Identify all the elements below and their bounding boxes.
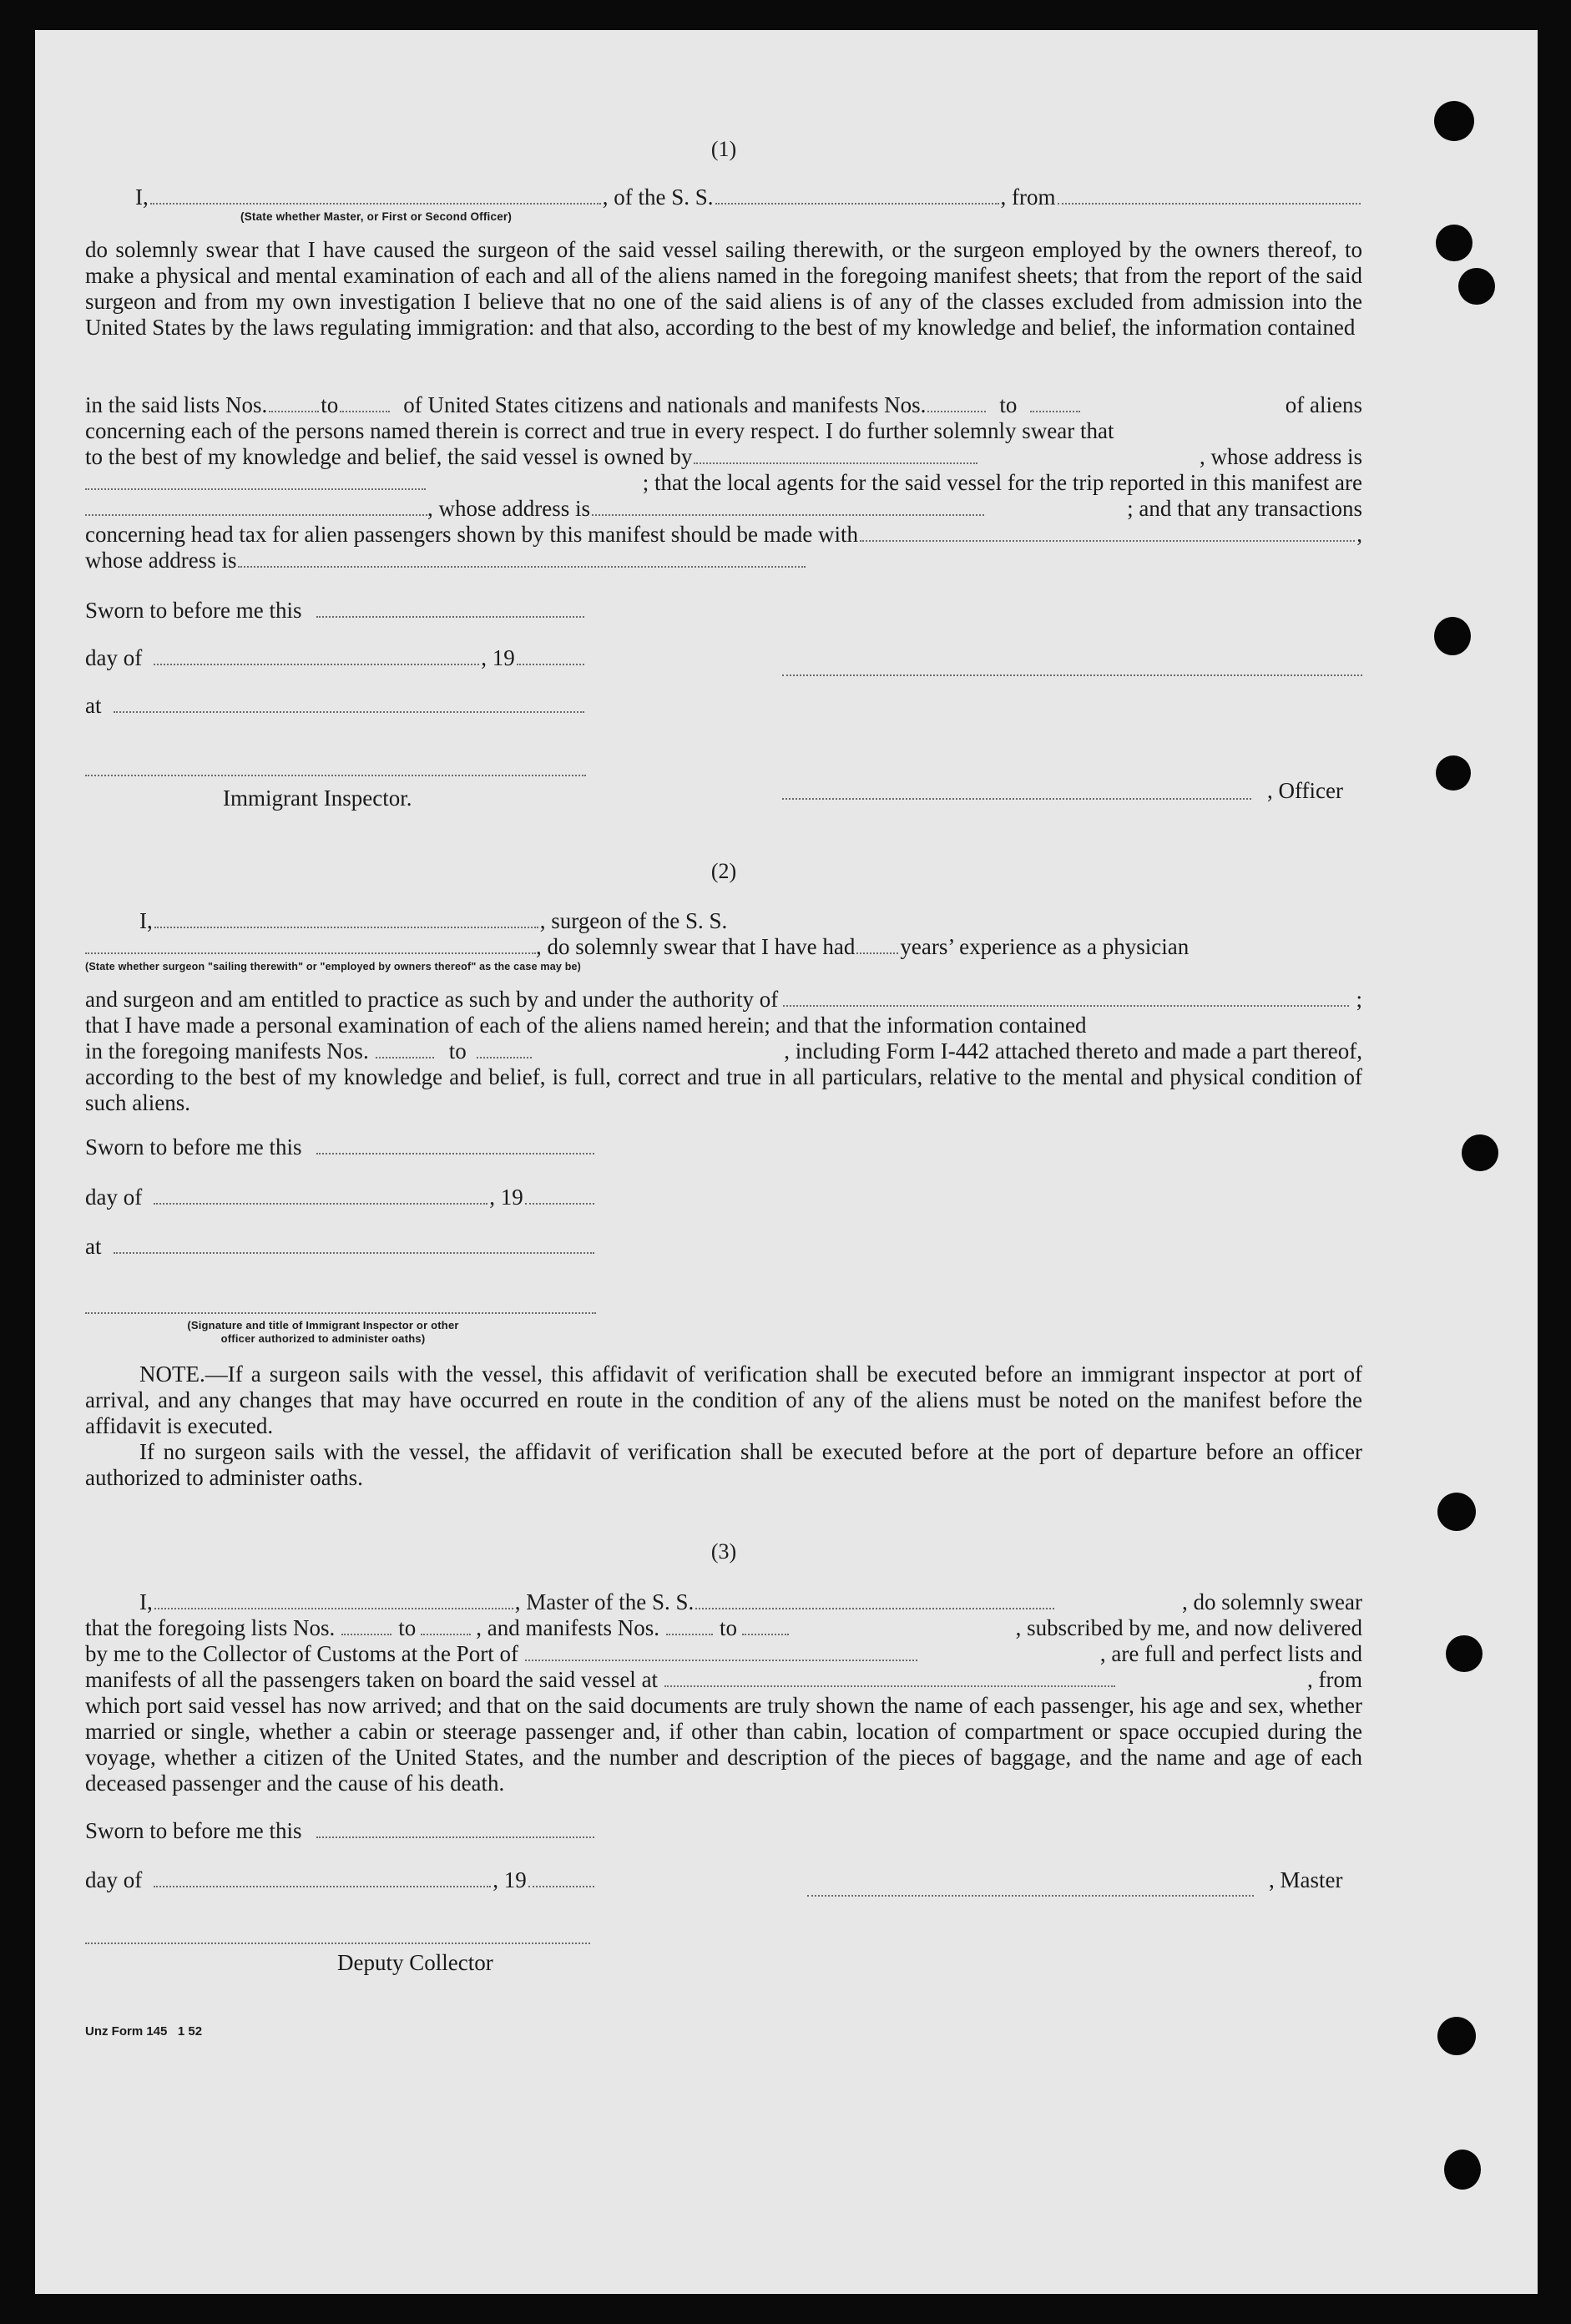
month-field-3[interactable]: [154, 1867, 491, 1887]
signature-note: [135, 1319, 511, 1346]
surgeon-ship-field[interactable]: [85, 934, 536, 954]
manifests-to-label-3: to: [719, 1615, 737, 1640]
signature-note-line-2: officer authorized to administer oaths): [220, 1332, 426, 1345]
section-2-number: (2): [710, 859, 737, 883]
day-of-line-3: [85, 1867, 596, 1893]
officer-note: (State whether Master, or First or Second Officer): [240, 210, 513, 223]
foregoing-lists-label: that the foregoing lists Nos.: [85, 1615, 336, 1640]
owner-address-field[interactable]: [85, 470, 426, 490]
form-identifier: Unz Form 145 1 52: [85, 2024, 203, 2039]
examination-text: that I have made a personal examination of each of the aliens named herein; and that the information contained: [85, 1013, 1087, 1038]
month-field-1[interactable]: [154, 645, 479, 665]
surgeon-swear-label: , do solemnly swear that I have had: [536, 934, 856, 959]
year-label-3: , 19: [493, 1867, 527, 1892]
aliens-label: of aliens: [1285, 392, 1362, 417]
manifests-line: [85, 1038, 1362, 1064]
master-swear-label: , do solemnly swear: [1182, 1589, 1362, 1614]
day-of-label-2: day of: [85, 1185, 143, 1210]
binder-hole-2: [1436, 225, 1472, 261]
at-line-1: [85, 693, 586, 719]
years-field[interactable]: [856, 934, 898, 954]
manifests-label: in the foregoing manifests Nos.: [85, 1038, 369, 1063]
head-tax-address-field[interactable]: [238, 548, 806, 568]
head-tax-line: [85, 522, 1362, 548]
master-of-label: , Master of the S. S.: [514, 1589, 695, 1614]
at-label-2: at: [85, 1234, 102, 1259]
officer-label: , Officer: [1267, 778, 1343, 803]
taken-on-board-label: manifests of all the passengers taken on board the said vessel at: [85, 1667, 659, 1692]
ship-name-field[interactable]: [715, 184, 999, 205]
year-label-2: , 19: [489, 1185, 523, 1210]
lists-to-label: to: [321, 392, 339, 417]
surgeon-note: (State whether surgeon "sailing therewith" or "employed by owners thereof" as the case may be): [85, 961, 582, 973]
year-field-2[interactable]: [525, 1185, 594, 1205]
manifests-to-field-3[interactable]: [742, 1615, 789, 1635]
day-of-line-2: [85, 1185, 596, 1210]
sworn-date-field-2[interactable]: [316, 1134, 594, 1154]
full-lists-label: , are full and perfect lists and: [1099, 1641, 1362, 1666]
binder-hole-3: [1458, 268, 1495, 305]
year-field-3[interactable]: [528, 1867, 594, 1887]
at-line-2: [85, 1234, 596, 1260]
form-i442-label: , including Form I-442 attached thereto and made a part thereof,: [784, 1038, 1362, 1063]
binder-hole-8: [1446, 1635, 1483, 1672]
lists-to-field-3[interactable]: [421, 1615, 471, 1635]
master-signature-field[interactable]: [782, 656, 1362, 676]
binder-hole-6: [1462, 1134, 1498, 1171]
section-3-number: (3): [710, 1539, 737, 1564]
owned-by-label: to the best of my knowledge and belief, the said vessel is owned by: [85, 444, 693, 469]
signature-field-2[interactable]: [85, 1294, 596, 1314]
head-tax-label: concerning head tax for alien passengers shown by this manifest should be made with: [85, 522, 859, 547]
manifests-from-field-3[interactable]: [666, 1615, 713, 1635]
immigrant-inspector-label: Immigrant Inspector.: [223, 786, 412, 811]
section-1-i: I,: [135, 184, 149, 210]
officer-signature-field[interactable]: [782, 780, 1251, 800]
lists-label: in the said lists Nos.: [85, 392, 268, 417]
officer-title-field[interactable]: [150, 184, 601, 205]
manifests-from-field[interactable]: [927, 392, 986, 412]
manifests-to-field-2[interactable]: [477, 1038, 532, 1058]
section-2-i: I,: [139, 908, 153, 933]
day-of-label-1: day of: [85, 645, 143, 670]
agents-label: ; that the local agents for the said vessel for the trip reported in this manifest are: [642, 470, 1362, 495]
at-field-2[interactable]: [114, 1234, 595, 1254]
from-port-field[interactable]: [1058, 184, 1361, 205]
agents-field[interactable]: [85, 496, 427, 516]
head-tax-field[interactable]: [860, 522, 1355, 542]
binder-hole-9: [1437, 2017, 1476, 2055]
sworn-line-2: [85, 1134, 596, 1160]
agents-address-label: , whose address is: [427, 496, 590, 521]
surgeon-of-label: , surgeon of the S. S.: [539, 908, 728, 933]
owner-address-label: , whose address is: [1200, 444, 1362, 469]
master-line: [85, 1589, 1362, 1615]
lists-from-field-3[interactable]: [341, 1615, 391, 1635]
sworn-line-1: [85, 598, 586, 624]
agents-address-line: [85, 496, 1362, 522]
surgeon-line: [85, 908, 920, 934]
inspector-signature-field[interactable]: [85, 756, 586, 776]
section-2-paragraph: according to the best of my knowledge and belief, is full, correct and true in all particulars, relative to the mental and physical condition of such aliens.: [85, 1064, 1362, 1115]
sworn-date-field-1[interactable]: [316, 598, 584, 618]
note-paragraph-1: NOTE.—If a surgeon sails with the vessel, this affidavit of verification shall be executed before an immigrant inspector at port of arrival, and any changes that may have occurred en route in the condition of any of the aliens must be noted on the manifest before the affidavit is executed.: [85, 1362, 1362, 1438]
lists-to-field[interactable]: [340, 392, 390, 412]
lists-to-label-3: to: [398, 1615, 417, 1640]
at-field-1[interactable]: [114, 693, 585, 713]
transactions-label: ; and that any transactions: [1127, 496, 1362, 521]
section-1-paragraph: do solemnly swear that I have caused the surgeon of the said vessel sailing therewith, or the surgeon employed by the owners thereof, to make a physical and mental examination of each and all of the aliens named in the foregoing manifest sheets; that from the report of the said surgeon and from my own investigation I believe that no one of the said aliens is of any of the classes excluded from admission into the United States by the laws regulating immigration: and that also, according to the best of my knowledge and belief, the information contained: [85, 237, 1362, 340]
authority-field[interactable]: [783, 987, 1349, 1007]
form-page: [35, 30, 1538, 2294]
citizens-label: of United States citizens and nationals and manifests Nos.: [403, 392, 927, 417]
from-label-3: , from: [1307, 1667, 1362, 1692]
binder-hole-4: [1434, 617, 1471, 655]
binder-hole-10: [1444, 2150, 1481, 2190]
master-signature-field-3[interactable]: [807, 1877, 1254, 1897]
collector-label: by me to the Collector of Customs at the Port of: [85, 1641, 518, 1666]
binder-hole-5: [1436, 755, 1471, 791]
agents-line: [85, 470, 1362, 496]
departure-port-field[interactable]: [664, 1667, 1115, 1687]
master-label: , Master: [1269, 1867, 1343, 1892]
owner-line: [85, 444, 1362, 470]
section-3-paragraph: which port said vessel has now arrived; and that on the said documents are truly shown the name of each passenger, his age and sex, whether married or single, whether a cabin or steerage passenger and, if other than cabin, location of compartment or space occupied during the voyage, whether a citizen of the United States, and the number and description of the pieces of baggage, and the name and age of each deceased passenger and the cause of his death.: [85, 1693, 1362, 1796]
sworn-date-field-3[interactable]: [316, 1818, 594, 1838]
head-tax-comma: ,: [1356, 522, 1362, 547]
foregoing-lists-line: [85, 1615, 1362, 1641]
month-field-2[interactable]: [154, 1185, 487, 1205]
authority-semicolon: ;: [1356, 987, 1362, 1012]
deputy-signature-field[interactable]: [85, 1924, 590, 1944]
whose-address-label: whose address is: [85, 548, 237, 573]
sworn-label-1: Sworn to before me this: [85, 598, 302, 623]
agents-address-field[interactable]: [592, 496, 984, 516]
manifests-to-label: to: [999, 392, 1018, 417]
lists-from-field[interactable]: [269, 392, 319, 412]
whose-address-line: [85, 548, 836, 573]
year-field-1[interactable]: [517, 645, 584, 665]
owner-field[interactable]: [694, 444, 977, 464]
day-of-label-3: day of: [85, 1867, 143, 1892]
manifests-from-field-2[interactable]: [376, 1038, 434, 1058]
binder-hole-1: [1434, 101, 1474, 141]
section-1-from-label: , from: [1000, 184, 1056, 210]
sworn-label-3: Sworn to before me this: [85, 1818, 302, 1843]
at-label-1: at: [85, 693, 102, 718]
manifests-to-field[interactable]: [1030, 392, 1080, 412]
years-line: [85, 934, 1362, 960]
deputy-collector-label: Deputy Collector: [337, 1950, 493, 1975]
sworn-line-3: [85, 1818, 596, 1844]
sworn-label-2: Sworn to before me this: [85, 1134, 302, 1159]
master-name-field[interactable]: [154, 1589, 513, 1609]
port-field[interactable]: [525, 1641, 917, 1661]
taken-on-board-line: [85, 1667, 1362, 1693]
section-1-ss-label: , of the S. S.: [602, 184, 714, 210]
section-1-paragraph-2: concerning each of the persons named therein is correct and true in every respect. I do further solemnly swear that: [85, 418, 1114, 443]
section-1-header-line: [85, 184, 1362, 210]
day-of-line-1: [85, 645, 586, 671]
authority-line: [85, 987, 1362, 1013]
authority-label: and surgeon and am entitled to practice as such by and under the authority of: [85, 987, 779, 1012]
binder-hole-7: [1437, 1493, 1476, 1531]
subscribed-label: , subscribed by me, and now delivered: [1015, 1615, 1362, 1640]
lists-line: [85, 392, 1362, 418]
manifests-to-label-2: to: [448, 1038, 467, 1063]
years-exp-label: years’ experience as a physician: [900, 934, 1190, 959]
year-label-1: , 19: [481, 645, 515, 670]
surgeon-name-field[interactable]: [154, 908, 538, 928]
collector-line: [85, 1641, 1362, 1667]
signature-note-line-1: (Signature and title of Immigrant Inspector or other: [187, 1319, 459, 1331]
section-1-number: (1): [710, 137, 737, 161]
section-3-i: I,: [139, 1589, 153, 1614]
master-ship-field[interactable]: [695, 1589, 1054, 1609]
note-paragraph-2: If no surgeon sails with the vessel, the affidavit of verification shall be executed before at the port of departure before an officer authorized to administer oaths.: [85, 1439, 1362, 1490]
manifests-nos-label-3: , and manifests Nos.: [476, 1615, 659, 1640]
